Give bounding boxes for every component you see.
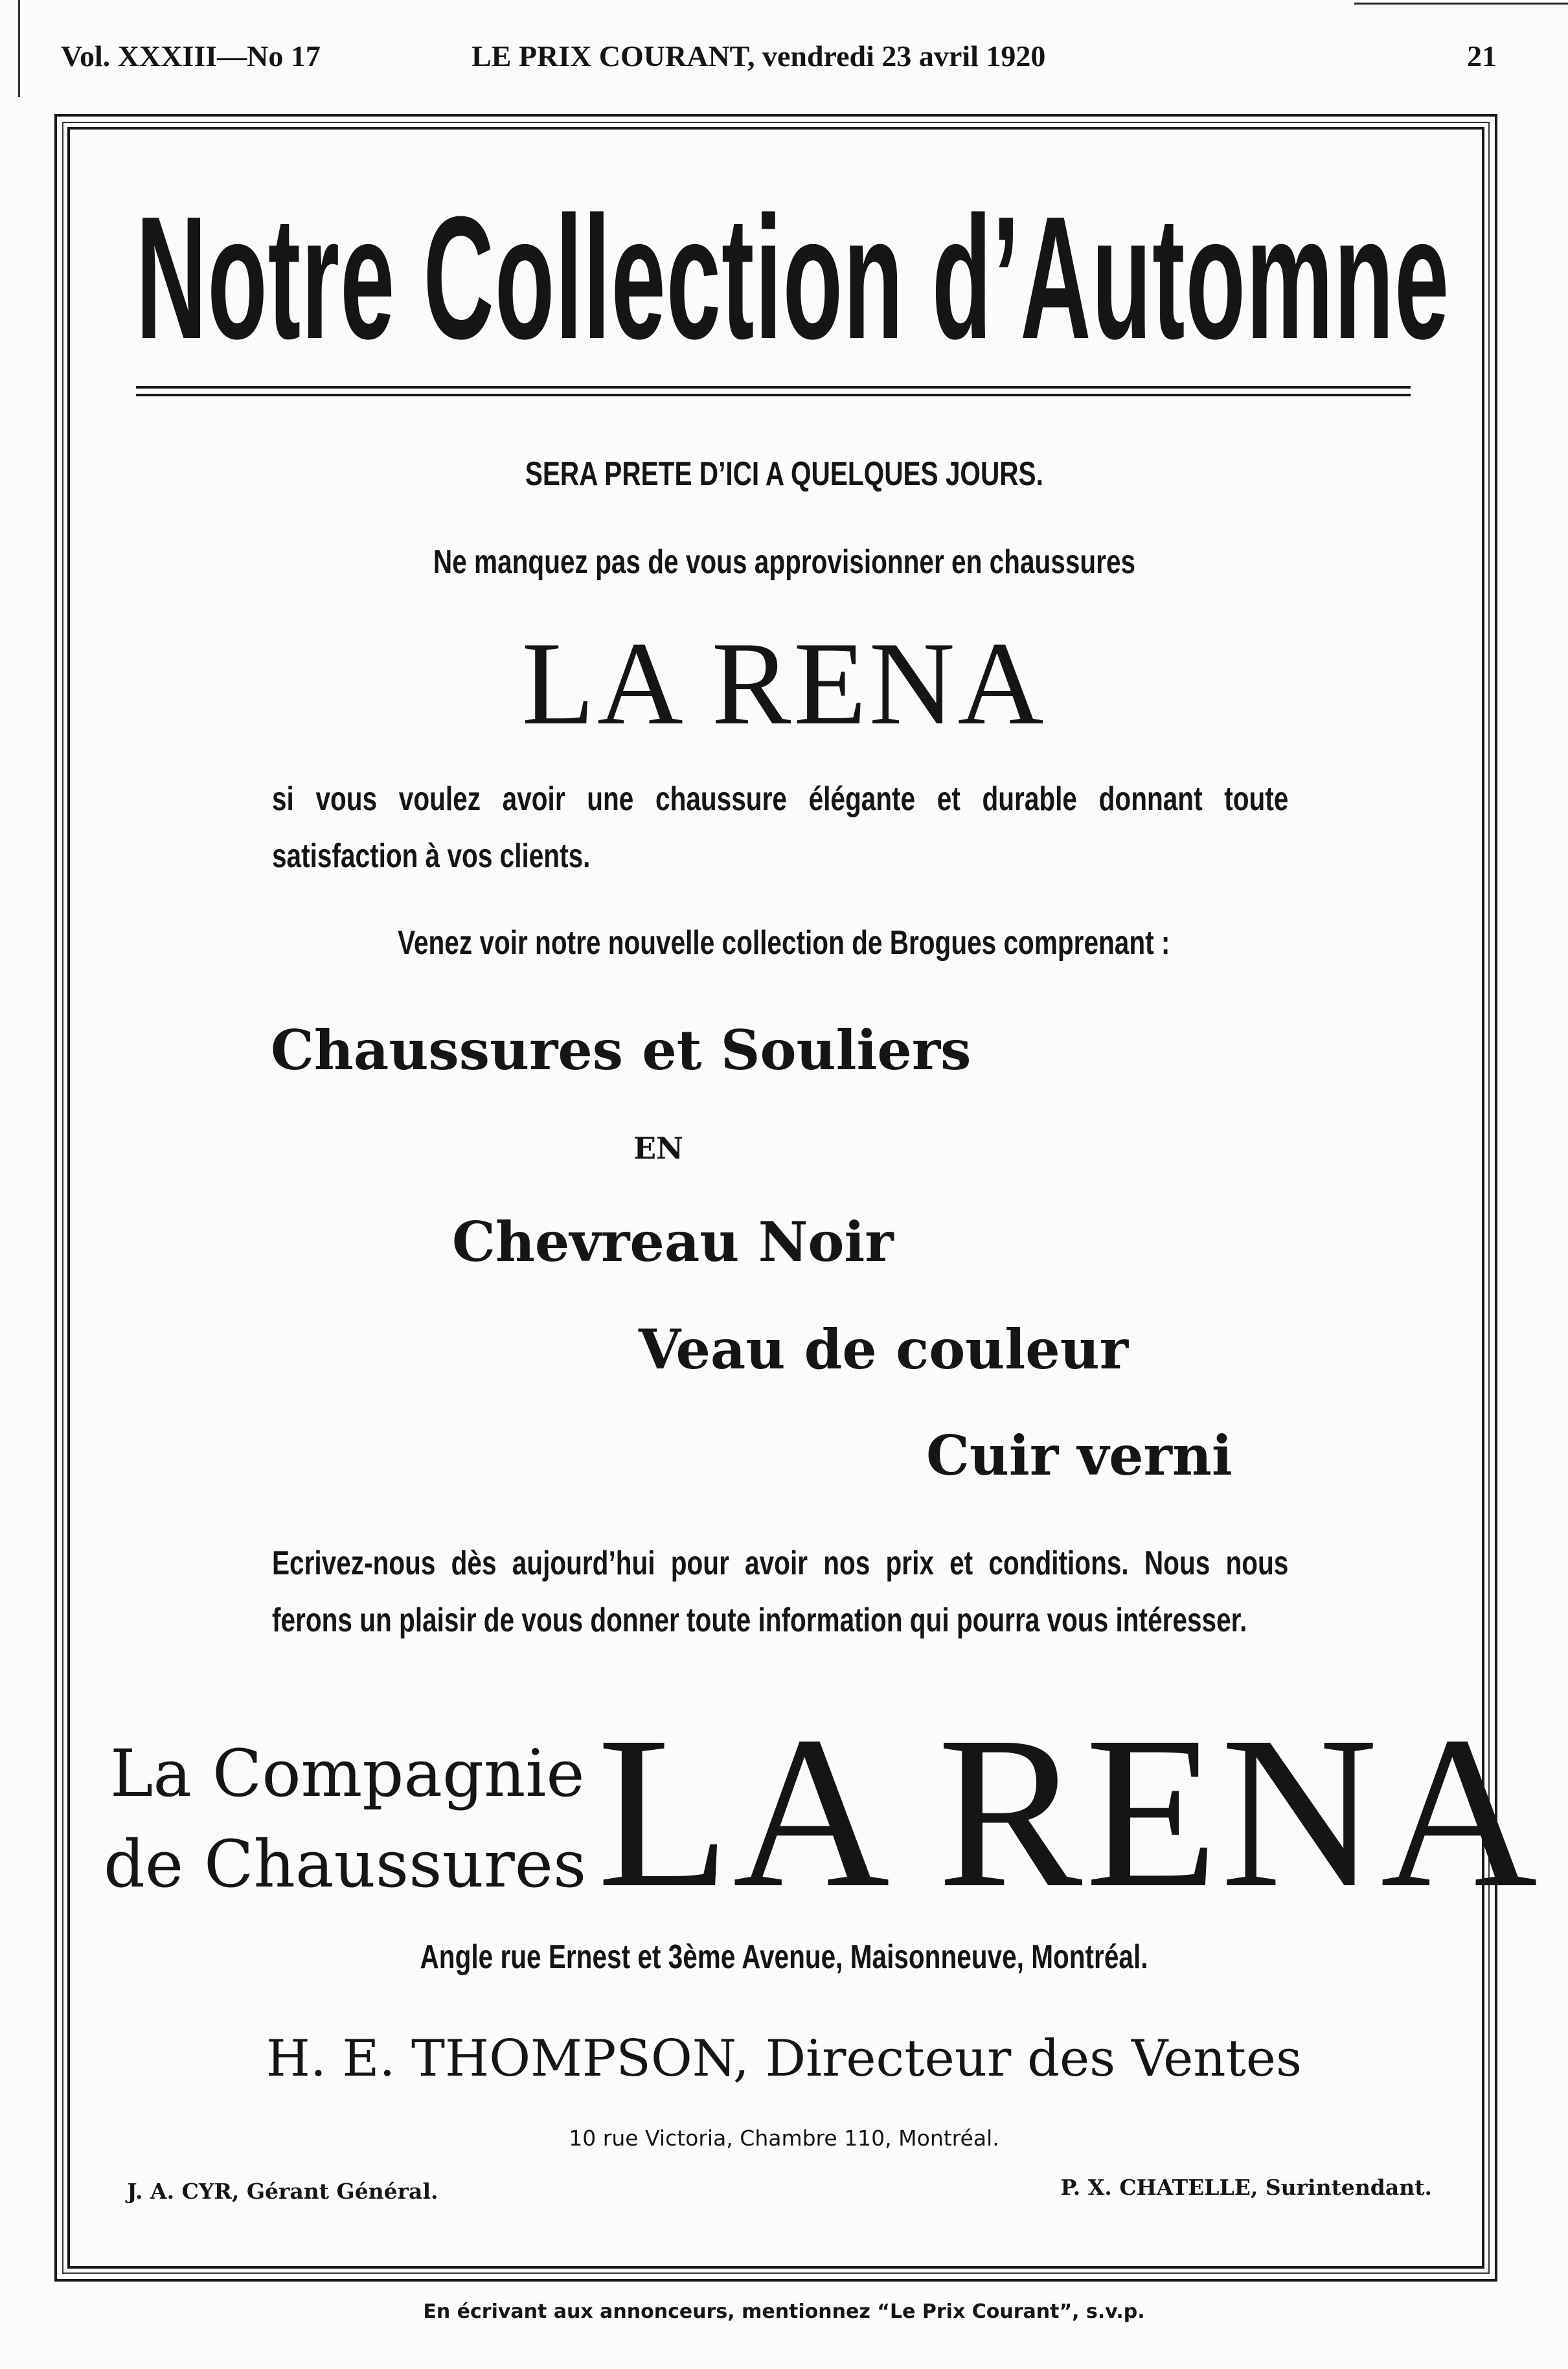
headline-double-rule <box>136 386 1411 396</box>
intro-paragraph: si vous voulez avoir une chaussure élégante et durable donnant toute satisfaction à vos clients. <box>272 780 1289 875</box>
collection-line: Venez voir notre nouvelle collection de Brogues comprenant : <box>398 924 1170 962</box>
stock-up-line: Ne manquez pas de vous approvisionner en chaussures <box>433 543 1135 581</box>
company-name-line1: La Compagnie <box>110 1736 585 1811</box>
volume-number: Vol. XXXIII—No 17 <box>61 40 321 73</box>
product-line-en: EN <box>633 1131 684 1166</box>
top-rule <box>1354 3 1568 5</box>
left-margin-line <box>18 0 20 97</box>
ad-headline: Notre Collection d’Automne <box>136 181 1450 376</box>
product-line-veau: Veau de couleur <box>639 1317 1128 1381</box>
general-manager: J. A. CYR, Gérant Général. <box>127 2179 438 2204</box>
sales-director: H. E. THOMPSON, Directeur des Ventes <box>266 2030 1302 2088</box>
brand-name-mid: LA RENA <box>521 617 1047 749</box>
product-line-chevreau: Chevreau Noir <box>452 1210 894 1274</box>
contact-paragraph: Ecrivez-nous dès aujourd’hui pour avoir nos prix et conditions. Nous nous ferons un plaisir de vous donner toute information qui pourra vous intéresser. <box>272 1545 1289 1639</box>
ready-notice: SERA PRETE D’ICI A QUELQUES JOURS. <box>525 455 1043 493</box>
product-line-shoes: Chaussures et Souliers <box>271 1018 971 1082</box>
company-address: Angle rue Ernest et 3ème Avenue, Maisonneuve, Montréal. <box>420 1938 1148 1976</box>
product-line-cuir: Cuir verni <box>926 1423 1233 1488</box>
page-number: 21 <box>1467 40 1497 73</box>
office-address: 10 rue Victoria, Chambre 110, Montréal. <box>569 2125 999 2151</box>
superintendent: P. X. CHATELLE, Surintendant. <box>1060 2175 1432 2200</box>
company-name-line2: de Chaussures <box>104 1826 587 1902</box>
company-brand-logo: LA RENA <box>597 1692 1540 1933</box>
page-footer-note: En écrivant aux annonceurs, mentionnez “Le Prix Courant”, s.v.p. <box>423 2300 1145 2323</box>
publication-title: LE PRIX COURANT, vendredi 23 avril 1920 <box>472 40 1046 73</box>
